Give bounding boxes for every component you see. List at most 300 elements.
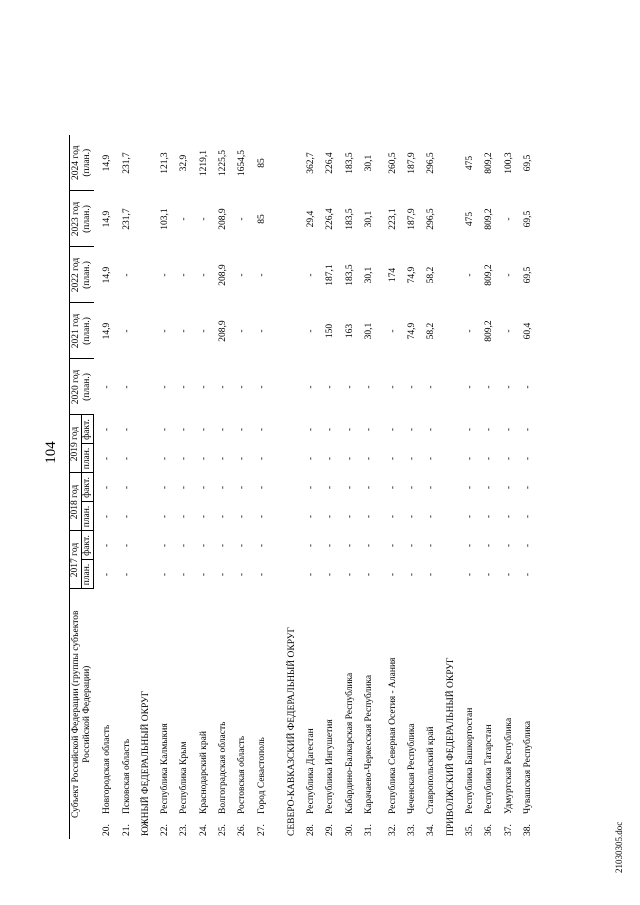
row-name: Волгоградская область [218, 721, 229, 814]
table-cell: - [325, 485, 336, 490]
row-name: СЕВЕРО-КАВКАЗСКИЙ ФЕДЕРАЛЬНЫЙ ОКРУГ [286, 627, 297, 836]
table-cell: - [387, 485, 398, 490]
table-cell: - [465, 485, 476, 490]
row-name: Чеченская Республика [407, 723, 418, 814]
table-cell: - [387, 427, 398, 432]
table-row [515, 135, 534, 839]
table-cell: 74,9 [407, 266, 418, 284]
table-cell: - [237, 273, 248, 277]
table-cell: 187,9 [407, 152, 418, 174]
table-cell: 1219,1 [198, 149, 209, 177]
table-cell: - [237, 543, 248, 548]
row-name: Краснодарский край [198, 731, 209, 814]
row-name: Республика Крым [179, 741, 190, 814]
table-cell: - [503, 217, 514, 221]
table-cell: - [121, 543, 132, 548]
table-cell: - [237, 385, 248, 389]
table-cell: 809,2 [484, 208, 495, 230]
table-cell: - [344, 385, 355, 389]
table-cell: - [407, 543, 418, 548]
row-label [229, 589, 248, 839]
table-cell: - [160, 514, 171, 519]
table-cell: - [305, 514, 316, 519]
table-cell: - [407, 514, 418, 519]
table-cell: 29,4 [305, 210, 316, 228]
col-header-2017-plan: план. [82, 560, 94, 589]
table-cell: - [102, 485, 113, 490]
table-cell: - [237, 456, 248, 461]
row-number: 28. [305, 824, 316, 836]
col-header-2018-fact: факт. [82, 473, 94, 502]
table-cell: - [121, 456, 132, 461]
row-label [418, 589, 437, 839]
table-cell: 69,5 [522, 210, 533, 228]
table-cell: - [218, 456, 229, 461]
table-cell: 809,2 [484, 264, 495, 286]
table-cell [268, 473, 298, 502]
table-cell: - [237, 572, 248, 577]
row-label [317, 589, 336, 839]
table-cell [133, 415, 152, 444]
table-cell: - [121, 273, 132, 277]
table-cell: 183,5 [344, 208, 355, 230]
table-cell: - [160, 456, 171, 461]
row-label [336, 589, 355, 839]
table-cell: - [256, 427, 267, 432]
row-name: Удмуртская Республика [503, 717, 514, 814]
table-cell: - [237, 427, 248, 432]
table-cell: - [426, 427, 437, 432]
row-number: 26. [237, 824, 248, 836]
row-number: 21. [121, 824, 132, 836]
table-cell: - [198, 427, 209, 432]
table-cell: - [387, 572, 398, 577]
table-cell: - [256, 329, 267, 333]
row-number: 31. [363, 824, 374, 836]
table-cell: - [522, 514, 533, 519]
table-row [298, 135, 317, 839]
table-cell: 58,2 [426, 322, 437, 340]
row-name: Ростовская область [237, 735, 248, 814]
table-cell [268, 560, 298, 589]
table-row [437, 135, 456, 839]
page-number: 104 [43, 441, 59, 464]
table-cell: 187,1 [325, 264, 336, 286]
table-cell [437, 444, 456, 473]
table-cell: - [387, 329, 398, 333]
table-row [210, 135, 229, 839]
table-row [476, 135, 495, 839]
row-name: Кабардино-Балкарская Республика [344, 672, 355, 814]
table-cell: 69,5 [522, 154, 533, 172]
table-row [248, 135, 267, 839]
table-cell: 260,5 [387, 152, 398, 174]
row-label [399, 589, 418, 839]
table-cell: - [198, 543, 209, 548]
table-cell [133, 247, 152, 303]
table-cell: - [325, 385, 336, 389]
table-cell: - [121, 385, 132, 389]
table-cell: - [121, 485, 132, 490]
row-label [437, 589, 456, 839]
table-cell: 208,9 [218, 208, 229, 230]
table-cell: - [387, 543, 398, 548]
row-name: Республика Татарстан [484, 724, 495, 814]
table-cell: 1225,5 [218, 149, 229, 177]
table-cell [133, 502, 152, 531]
table-cell: - [363, 514, 374, 519]
table-cell [268, 135, 298, 191]
table-cell: - [218, 514, 229, 519]
table-cell: - [305, 456, 316, 461]
table-cell: - [256, 385, 267, 389]
table-cell [133, 531, 152, 560]
table-cell: - [465, 329, 476, 333]
table-cell: 231,7 [121, 152, 132, 174]
table-row [356, 135, 375, 839]
table-cell: 100,3 [503, 152, 514, 174]
table-cell: 208,9 [218, 320, 229, 342]
table-cell: - [179, 329, 190, 333]
row-label [210, 589, 229, 839]
row-name: Псковская область [121, 738, 132, 814]
col-header-2020: 2020 год (план.) [70, 359, 94, 415]
table-row [94, 135, 114, 839]
table-cell: - [237, 485, 248, 490]
row-label [133, 589, 152, 839]
table-cell: - [179, 427, 190, 432]
table-cell: - [344, 572, 355, 577]
table-cell: 69,5 [522, 266, 533, 284]
table-cell: 223,1 [387, 208, 398, 230]
table-row [190, 135, 209, 839]
table-cell: - [363, 385, 374, 389]
table-row [133, 135, 152, 839]
row-label [495, 589, 514, 839]
table-cell: 30,1 [363, 210, 374, 228]
table-cell: - [256, 514, 267, 519]
table-cell: - [102, 427, 113, 432]
table-cell [437, 135, 456, 191]
col-header-2019-fact: факт. [82, 415, 94, 444]
table-cell: - [237, 217, 248, 221]
table-cell: - [179, 385, 190, 389]
table-cell: - [179, 217, 190, 221]
table-cell: 14,9 [102, 266, 113, 284]
table-cell: - [484, 485, 495, 490]
table-cell: 103,1 [160, 208, 171, 230]
row-label [171, 589, 190, 839]
row-label [268, 589, 298, 839]
row-label [375, 589, 399, 839]
table-row [268, 135, 298, 839]
table-cell: - [484, 514, 495, 519]
table-cell: - [179, 485, 190, 490]
table-cell: 85 [256, 158, 267, 168]
row-number: 22. [160, 824, 171, 836]
table-cell: - [503, 543, 514, 548]
table-cell: - [344, 543, 355, 548]
table-cell: - [344, 427, 355, 432]
table-row [317, 135, 336, 839]
table-cell: - [198, 217, 209, 221]
table-cell: - [363, 427, 374, 432]
table-cell: - [465, 427, 476, 432]
table-cell: - [465, 572, 476, 577]
table-cell: - [102, 385, 113, 389]
table-cell [268, 444, 298, 473]
table-row [152, 135, 171, 839]
row-number: 36. [484, 824, 495, 836]
table-cell: 231,7 [121, 208, 132, 230]
table-row [375, 135, 399, 839]
col-header-2021: 2021 год (план.) [70, 303, 94, 359]
table-cell [437, 502, 456, 531]
row-number: 24. [198, 824, 209, 836]
table-cell: - [522, 385, 533, 389]
table-cell: 1654,5 [237, 149, 248, 177]
table-cell: 183,5 [344, 264, 355, 286]
table-cell: - [305, 427, 316, 432]
table-cell: - [363, 456, 374, 461]
row-name: Карачаево-Черкесская Республика [363, 674, 374, 814]
table-cell: 174 [387, 267, 398, 283]
table-cell: 183,5 [344, 152, 355, 174]
table-cell: - [198, 514, 209, 519]
table-cell: - [344, 485, 355, 490]
table-cell [133, 135, 152, 191]
table-cell [268, 502, 298, 531]
table-cell: - [102, 572, 113, 577]
table-cell: - [407, 427, 418, 432]
table-cell: - [325, 572, 336, 577]
table-cell: - [484, 427, 495, 432]
table-cell: 809,2 [484, 320, 495, 342]
table-cell: - [121, 514, 132, 519]
table-cell: - [256, 273, 267, 277]
col-header-2019: 2019 год [70, 415, 82, 473]
table-cell: 226,4 [325, 152, 336, 174]
table-cell [268, 303, 298, 359]
table-cell: 809,2 [484, 152, 495, 174]
table-cell: - [237, 329, 248, 333]
table-cell: - [522, 485, 533, 490]
table-cell: - [363, 543, 374, 548]
table-cell: 30,1 [363, 154, 374, 172]
table-cell: - [522, 572, 533, 577]
row-label [298, 589, 317, 839]
table-cell: - [344, 456, 355, 461]
table-cell: - [218, 543, 229, 548]
table-cell: - [503, 485, 514, 490]
table-cell: 32,9 [179, 154, 190, 172]
table-cell: - [305, 485, 316, 490]
table-cell: - [305, 273, 316, 277]
table-cell [437, 531, 456, 560]
row-name: Республика Северная Осетия - Алания [387, 657, 398, 814]
row-number: 35. [465, 824, 476, 836]
col-header-2019-plan: план. [82, 444, 94, 473]
row-number: 23. [179, 824, 190, 836]
table-cell: - [121, 572, 132, 577]
table-cell [437, 473, 456, 502]
row-number: 37. [503, 824, 514, 836]
col-header-2017-fact: факт. [82, 531, 94, 560]
table-cell: - [465, 514, 476, 519]
table-cell: - [465, 273, 476, 277]
table-cell: - [407, 572, 418, 577]
table-cell: - [198, 385, 209, 389]
table-cell: - [426, 543, 437, 548]
table-cell [437, 191, 456, 247]
table-cell: - [198, 456, 209, 461]
row-number: 20. [102, 824, 113, 836]
table-cell: 85 [256, 214, 267, 224]
table-cell: - [102, 514, 113, 519]
table-cell: - [465, 456, 476, 461]
row-label [248, 589, 267, 839]
table-cell: - [407, 485, 418, 490]
table-cell: - [218, 572, 229, 577]
row-number: 27. [256, 824, 267, 836]
table-cell [437, 560, 456, 589]
row-number: 30. [344, 824, 355, 836]
table-cell [437, 303, 456, 359]
table-row [399, 135, 418, 839]
table-cell: - [237, 514, 248, 519]
header-row-1 [70, 135, 82, 839]
row-name: Республика Дагестан [305, 728, 316, 814]
table-cell: 14,9 [102, 210, 113, 228]
table-cell: - [503, 329, 514, 333]
table-cell: 58,2 [426, 266, 437, 284]
table-cell: - [305, 329, 316, 333]
table-cell: - [256, 543, 267, 548]
row-label [94, 589, 114, 839]
table-cell: - [503, 427, 514, 432]
table-cell: - [160, 427, 171, 432]
table-cell [133, 444, 152, 473]
table-row [171, 135, 190, 839]
table-cell: - [503, 456, 514, 461]
table-cell: - [484, 572, 495, 577]
row-number: 32. [387, 824, 398, 836]
table-cell: - [426, 456, 437, 461]
table-cell: - [179, 456, 190, 461]
table-cell: - [484, 385, 495, 389]
table-cell: 208,9 [218, 264, 229, 286]
table-cell: - [218, 427, 229, 432]
row-name: Республика Ингушетия [325, 719, 336, 814]
table-cell: - [387, 514, 398, 519]
table-cell: 30,1 [363, 266, 374, 284]
row-name: Новгородская область [102, 724, 113, 814]
row-label [152, 589, 171, 839]
row-label [356, 589, 375, 839]
table-cell: - [179, 543, 190, 548]
table-cell: - [465, 385, 476, 389]
table-cell: - [407, 456, 418, 461]
row-name: Республика Башкортостан [465, 707, 476, 814]
table-cell [133, 473, 152, 502]
row-label [515, 589, 534, 839]
row-number: 29. [325, 824, 336, 836]
table-cell: 187,9 [407, 208, 418, 230]
table-cell [133, 359, 152, 415]
table-cell: - [256, 456, 267, 461]
table-cell: 74,9 [407, 322, 418, 340]
table-cell: - [522, 543, 533, 548]
table-cell [268, 191, 298, 247]
col-header-2017: 2017 год [70, 531, 82, 589]
table-cell: - [344, 514, 355, 519]
table-cell: - [426, 485, 437, 490]
table-cell [437, 415, 456, 444]
col-header-2018-plan: план. [82, 502, 94, 531]
table-cell: 362,7 [305, 152, 316, 174]
table-cell: - [503, 514, 514, 519]
row-number: 33. [407, 824, 418, 836]
table-row [113, 135, 132, 839]
table-cell: - [198, 329, 209, 333]
table-body [94, 135, 534, 839]
row-label [113, 589, 132, 839]
table-cell: - [484, 456, 495, 461]
row-name: ЮЖНЫЙ ФЕДЕРАЛЬНЫЙ ОКРУГ [140, 690, 151, 836]
col-header-2023: 2023 год (план.) [70, 191, 94, 247]
table-cell: - [179, 572, 190, 577]
table-cell: - [363, 485, 374, 490]
table-cell: - [218, 385, 229, 389]
table-cell [268, 247, 298, 303]
row-number: 25. [218, 824, 229, 836]
table-cell [268, 359, 298, 415]
table-cell: - [363, 572, 374, 577]
table-cell: - [503, 572, 514, 577]
data-table [69, 135, 534, 839]
table-cell: - [522, 427, 533, 432]
table-cell: - [407, 385, 418, 389]
table-cell: - [160, 385, 171, 389]
table-cell [268, 531, 298, 560]
table-cell: - [305, 572, 316, 577]
table-cell: 475 [465, 155, 476, 171]
table-cell: - [503, 385, 514, 389]
table-cell: - [325, 514, 336, 519]
row-name: Город Севастополь [256, 737, 267, 814]
row-number: 38. [522, 824, 533, 836]
table-cell: - [426, 572, 437, 577]
col-header-2018: 2018 год [70, 473, 82, 531]
table-cell: - [325, 456, 336, 461]
col-header-subject: Субъект Российской Федерации (группы субъектов Российской Федерации) [70, 589, 94, 839]
table-cell: - [160, 273, 171, 277]
table-cell [133, 191, 152, 247]
row-label [190, 589, 209, 839]
table-cell: 60,4 [522, 322, 533, 340]
table-cell: - [218, 485, 229, 490]
table-cell: - [102, 456, 113, 461]
row-name: Республика Калмыкия [160, 723, 171, 814]
table-cell: - [484, 543, 495, 548]
table-cell: 121,3 [160, 152, 171, 174]
row-label [476, 589, 495, 839]
table-cell: - [121, 427, 132, 432]
table-cell: - [387, 385, 398, 389]
table-cell [437, 359, 456, 415]
table-cell [133, 303, 152, 359]
table-cell: - [160, 329, 171, 333]
